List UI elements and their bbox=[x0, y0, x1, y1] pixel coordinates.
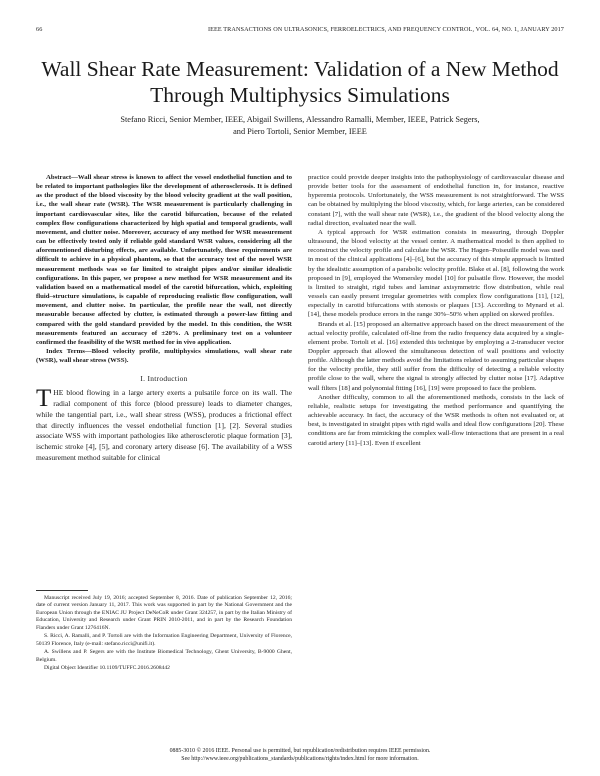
copyright-line-1: 0885-3010 © 2016 IEEE. Personal use is permitted, but republication/redistribution requires IEEE permission. bbox=[169, 748, 431, 754]
author-line-1: Stefano Ricci, Senior Member, IEEE, Abigail Swillens, Alessandro Ramalli, Member, IEEE, Patrick Segers, bbox=[120, 115, 480, 124]
footnote-rule bbox=[36, 590, 88, 591]
copyright-notice bbox=[36, 747, 564, 763]
drop-cap: T bbox=[36, 385, 52, 413]
copyright-line-2: See http://www.ieee.org/publications_standards/publications/rights/index.html for more information. bbox=[181, 756, 419, 762]
footnote: Digital Object Identifier 10.1109/TUFFC.2016.2608442 bbox=[44, 665, 170, 672]
paper-title: Wall Shear Rate Measurement: Validation of a New Method Through Multiphysics Simulations bbox=[41, 57, 559, 107]
abstract: Abstract—Wall shear stress is known to affect the vessel endothelial function and to be related to important pathologies like the development of atherosclerosis. It is defined as the product of the blood viscosity by the blood velocity gradient at the wall position, i.e., the wall shear rate (WSR). The WSR measurement is particularly challenging in important cardiovascular sites, like the carotid bifurcation, because of the related complex flow configurations characterized by high spatial and temporal gradients, wall movement, and clutter noise. Moreover, accuracy of any method for WSR measurement can be effectively tested only if reliable gold standard WSR values, considering all the aforementioned disturbing effects, are available. Unfortunately, these requirements are difficult to achieve in a physical phantom, so that the accuracy test of the novel WSR measurement methods was so far limited to straight pipes and/or similar idealistic configurations. In this paper, we propose a new method for WSR measurement and its validation based on a mathematical model of the carotid bifurcation, which, exploiting fluid–structure simulations, is capable of reproducing realistic flow configuration, wall movement, and clutter noise. In particular, the profile near the wall, not directly measurable because affected by clutter, is estimated through a power-law fitting and compared with the gold standard provided by the model. In this condition, the WSR measurements featured an accuracy of ±20%. A preliminary test on a volunteer confirmed the feasibility of the WSR method for in vivo application. bbox=[36, 174, 292, 346]
footnote: S. Ricci, A. Ramalli, and P. Tortoli are with the Information Engineering Department, University of Florence, 50139 Florence, Italy (e-mail: stefano.ricci@unifi.it). bbox=[36, 633, 292, 647]
left-column bbox=[36, 173, 292, 463]
running-header bbox=[36, 26, 564, 36]
body-paragraph: A typical approach for WSR estimation consists in measuring, through Doppler ultrasound, the blood velocity at the vessel center. A mathematical model is then applied to reconstruct the velocity profile and calculate the WSR. The Hagen–Poiseuille model was used in most of the clinical applications [4]–[6], but the accuracy of this simple approach is limited by the idealistic assumption of a parabolic velocity profile. Blake et al. [8], following the work proposed in [9], employed the Womersley model [10] for pulsatile flow. However, the model is limited to straight, rigid tubes and laminar axisymmetric flow distribution, while real vessels can easily present irregular geometries with complex flow configurations [11], [12], especially in carotid bifurcations with stenosis or plaques [13]. According to Mynard et al. [14], these models produce errors in the range 30%–50% when applied on skewed profiles. bbox=[308, 228, 564, 319]
body-paragraph: Brands et al. [15] proposed an alternative approach based on the direct measurement of the actual velocity profile, calculated off-line from the radio frequency data acquired by a single-element probe. Tortoli et al. [16] extended this technique by employing a 2-transducer vector Doppler approach that allowed the simultaneous detection of wall positions and velocity profile. Although the latter methods avoid the limitations related to assuming particular shapes for the velocity profile, they still suffer from the difficulty of detecting a reliable velocity profile close to the wall, where the signal is strongly affected by clutter noise [17]. Adaptive wall filters [18] and polynomial fitting [16], [19] were proposed to face the problem. bbox=[308, 320, 564, 392]
right-column bbox=[308, 173, 564, 448]
body-paragraph: Another difficulty, common to all the aforementioned methods, consists in the lack of reliable, realistic setups for investigating the method performance and quantifying the achievable accuracy. In fact, the accuracy of the WSR methods is often not evaluated or, at best, is investigated in straight pipes with rigid walls and ideal flow configurations [20]. These conditions are far from mimicking the complex wall-flow interactions that are present in a real carotid artery [11]–[13]. Even if excellent bbox=[308, 393, 564, 447]
footnotes bbox=[36, 582, 292, 674]
intro-text: HE blood flowing in a large artery exerts a pulsatile force on its wall. The radial component of this force (blood pressure) leads to diameter changes, while the tangential part, i.e., wall shear stress (WSS), produces a frictional effect that directly influences the vessel endothelial function [1], [2]. Several studies associate WSS with important pathologies like atherosclerotic plaque formation [3], ischemic stroke [4], [5], and coronary artery disease [6]. The availability of a WSS measurement method suitable for clinical bbox=[36, 388, 292, 462]
page-number: 66 bbox=[36, 26, 43, 33]
journal-name: IEEE TRANSACTIONS ON ULTRASONICS, FERROELECTRICS, AND FREQUENCY CONTROL, VOL. 64, NO. 1, JANUARY 2017 bbox=[207, 26, 564, 33]
footnote: Manuscript received July 19, 2016; accepted September 8, 2016. Date of publication September 12, 2016; date of current version January 11, 2017. This work was supported in part by the National Government and the European Union through the ENIAC JU Project DeNeCoR under Grant 324257, in part by the Italian Ministry of Education, University and Research under Grant PRIN 2010-2011, and in part by the Research Foundation Flanders under Grant 1276416N. bbox=[36, 595, 292, 631]
section-heading: I. Introduction bbox=[140, 374, 188, 384]
intro-paragraph bbox=[36, 385, 292, 463]
author-line-2: and Piero Tortoli, Senior Member, IEEE bbox=[233, 127, 367, 136]
author-list bbox=[40, 114, 560, 138]
body-paragraph: practice could provide deeper insights into the pathophysiology of cardiovascular disease and provide better tools for the assessment of endothelial function in, for instance, reactive hyperemia protocols. Unfortunately, the WSS measurement is not straightforward. The WSS can be obtained by multiplying the blood viscosity, which, for large arteries, can be considered constant [7], with the wall shear rate (WSR), i.e., the gradient of the blood velocity along the radial direction, evaluated near the wall. bbox=[308, 174, 564, 227]
footnote: A. Swillens and P. Segers are with the Institute Biomedical Technology, Ghent University, B-9000 Ghent, Belgium. bbox=[36, 649, 292, 663]
index-terms: Index Terms—Blood velocity profile, multiphysics simulations, wall shear rate (WSR), wall shear stress (WSS). bbox=[36, 347, 292, 365]
